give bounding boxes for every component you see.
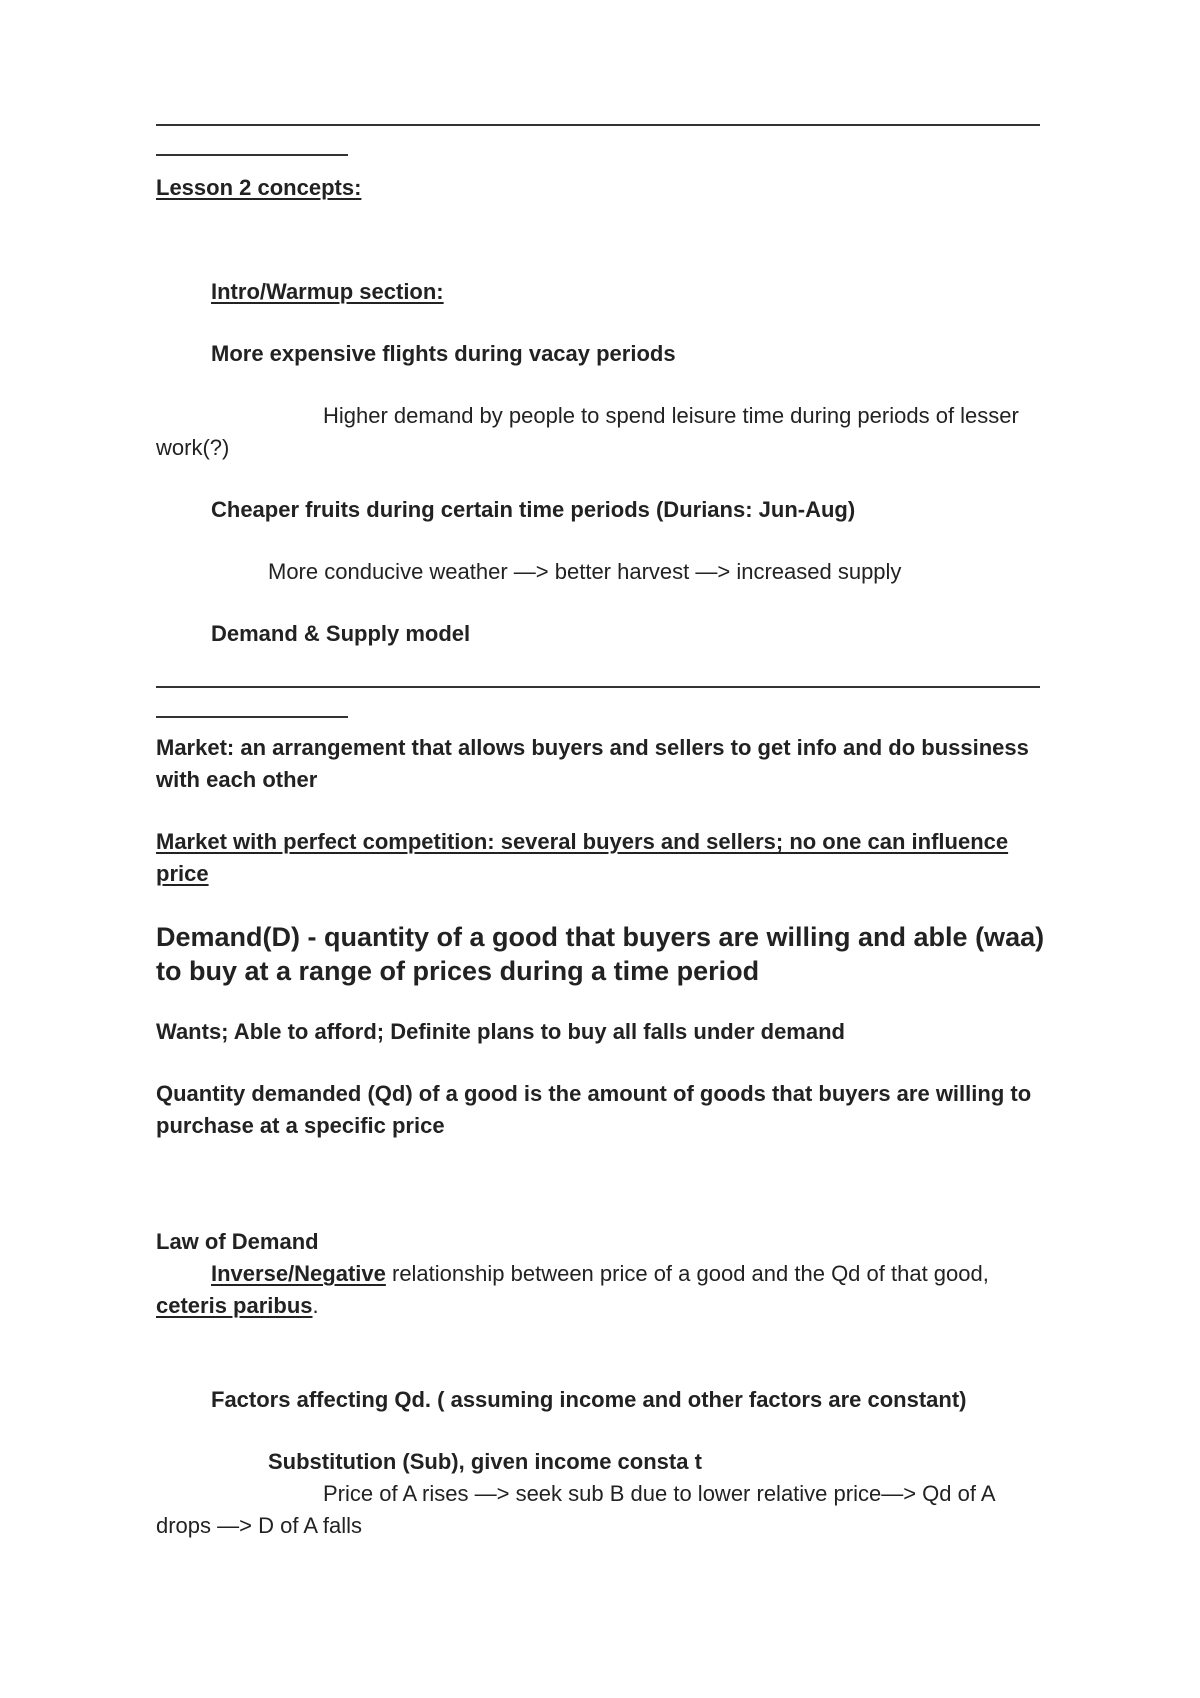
law-of-demand-text xyxy=(156,1258,1046,1322)
law-of-demand-heading: Law of Demand xyxy=(156,1229,319,1254)
perfect-competition-definition: Market with perfect competition: several buyers and sellers; no one can influence price xyxy=(156,829,1009,886)
divider-line-2 xyxy=(156,686,1040,688)
law-term-inverse: Inverse/Negative xyxy=(211,1261,386,1286)
law-text-part-1: relationship between price of a good and the Qd of that good, xyxy=(385,1261,989,1286)
intro-heading: Intro/Warmup section: xyxy=(211,279,444,304)
law-term-ceteris-paribus: ceteris paribus xyxy=(156,1293,313,1318)
flights-detail: Higher demand by people to spend leisure time during periods of lesser work(?) xyxy=(156,403,1019,460)
factors-heading: Factors affecting Qd. ( assuming income and other factors are constant) xyxy=(211,1387,967,1412)
document-page xyxy=(156,100,1046,1542)
market-definition: Market: an arrangement that allows buyers and sellers to get info and do bussiness with each other xyxy=(156,735,1029,792)
law-text-part-2: . xyxy=(312,1293,319,1318)
quantity-demanded-definition: Quantity demanded (Qd) of a good is the amount of goods that buyers are willing to purchase at a specific price xyxy=(156,1081,1032,1138)
divider-line xyxy=(156,124,1040,126)
fruits-detail: More conducive weather —> better harvest —> increased supply xyxy=(268,559,902,584)
demand-definition: Demand(D) - quantity of a good that buyers are willing and able (waa) to buy at a range of prices during a time period xyxy=(156,922,1045,986)
fruits-heading: Cheaper fruits during certain time periods (Durians: Jun-Aug) xyxy=(211,497,856,522)
model-heading: Demand & Supply model xyxy=(211,621,471,646)
divider-line-2-short xyxy=(156,716,348,718)
lesson-title: Lesson 2 concepts: xyxy=(156,175,362,200)
substitution-heading: Substitution (Sub), given income consta t xyxy=(268,1449,702,1474)
demand-components: Wants; Able to afford; Definite plans to buy all falls under demand xyxy=(156,1019,845,1044)
flights-heading: More expensive flights during vacay periods xyxy=(211,341,676,366)
substitution-detail: Price of A rises —> seek sub B due to lower relative price—> Qd of A drops —> D of A falls xyxy=(156,1481,995,1538)
divider-line-short xyxy=(156,154,348,156)
